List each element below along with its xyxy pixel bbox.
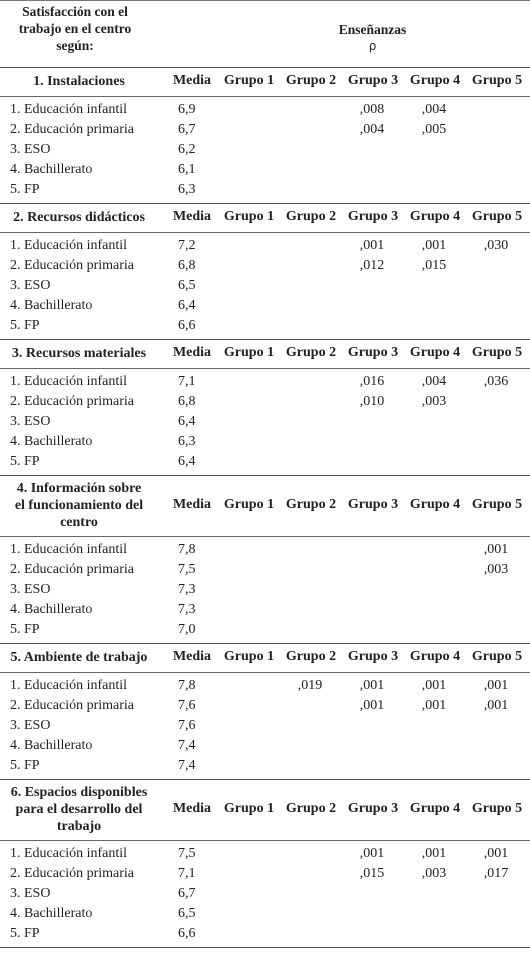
p-value-grupo-3: ,001 [359, 238, 385, 253]
section-header [0, 68, 530, 97]
column-header-grupo-3: Grupo 3 [347, 649, 399, 664]
mean-value: 6,5 [178, 906, 196, 921]
level-label: 3. ESO [10, 278, 51, 293]
column-header-grupo-3: Grupo 3 [347, 801, 399, 816]
mean-value: 6,2 [178, 142, 196, 157]
p-value-grupo-5: ,030 [483, 238, 509, 253]
column-header-grupo-1: Grupo 1 [223, 801, 275, 816]
p-value-grupo-4: ,015 [421, 258, 447, 273]
table-row [0, 904, 530, 924]
column-header-grupo-3: Grupo 3 [347, 209, 399, 224]
p-value-grupo-4: ,005 [421, 122, 447, 137]
p-value-grupo-3: ,008 [359, 102, 385, 117]
p-value-grupo-3: ,001 [359, 698, 385, 713]
column-header-grupo-5: Grupo 5 [471, 497, 523, 512]
level-label: 4. Bachillerato [10, 162, 93, 177]
p-value-grupo-3: ,016 [359, 374, 385, 389]
level-label: 2. Educación primaria [10, 394, 135, 409]
column-header-grupo-2: Grupo 2 [285, 345, 337, 360]
level-label: 1. Educación infantil [10, 678, 128, 693]
table-row [0, 924, 530, 944]
section-title-line: 4. Información sobre [16, 481, 142, 496]
level-label: 4. Bachillerato [10, 298, 93, 313]
table-row [0, 844, 530, 864]
level-label: 3. ESO [10, 142, 51, 157]
p-value-grupo-4: ,004 [421, 374, 447, 389]
table-header [0, 0, 530, 68]
section-title [0, 209, 158, 226]
level-label: 2. Educación primaria [10, 562, 135, 577]
level-label: 1. Educación infantil [10, 374, 128, 389]
table-section [0, 644, 530, 780]
p-value-grupo-3: ,001 [359, 678, 385, 693]
mean-value: 6,7 [178, 886, 196, 901]
p-value-grupo-5: ,001 [483, 698, 509, 713]
mean-value: 6,6 [178, 926, 196, 941]
p-value-grupo-3: ,015 [359, 866, 385, 881]
mean-value: 7,0 [178, 622, 196, 637]
mean-value: 6,9 [178, 102, 196, 117]
mean-value: 7,1 [178, 866, 196, 881]
p-value-grupo-5: ,003 [483, 562, 509, 577]
mean-value: 7,8 [178, 678, 196, 693]
section-title-line: 6. Espacios disponibles [10, 785, 148, 800]
p-value-grupo-5: ,001 [483, 678, 509, 693]
level-label: 2. Educación primaria [10, 866, 135, 881]
mean-value: 7,4 [178, 738, 196, 753]
column-header-grupo-1: Grupo 1 [223, 73, 275, 88]
section-title-line: 2. Recursos didácticos [13, 210, 145, 225]
section-title-line: 3. Recursos materiales [11, 346, 147, 361]
mean-value: 7,6 [178, 698, 196, 713]
p-value-grupo-5: ,036 [483, 374, 509, 389]
table-row [0, 756, 530, 776]
p-value-grupo-5: ,001 [483, 846, 509, 861]
level-label: 4. Bachillerato [10, 602, 93, 617]
column-header-grupo-1: Grupo 1 [223, 209, 275, 224]
table-row [0, 696, 530, 716]
teachings-label: Enseñanzas [338, 22, 407, 37]
column-header-grupo-4: Grupo 4 [409, 497, 461, 512]
column-header-grupo-4: Grupo 4 [409, 649, 461, 664]
column-header-grupo-4: Grupo 4 [409, 345, 461, 360]
mean-value: 6,4 [178, 298, 196, 313]
level-label: 1. Educación infantil [10, 542, 128, 557]
section-title [0, 649, 158, 666]
level-label: 4. Bachillerato [10, 738, 93, 753]
p-value-grupo-3: ,010 [359, 394, 385, 409]
level-label: 3. ESO [10, 886, 51, 901]
mean-value: 6,3 [178, 182, 196, 197]
column-header-grupo-3: Grupo 3 [347, 73, 399, 88]
table-row [0, 560, 530, 580]
mean-value: 6,6 [178, 318, 196, 333]
level-label: 2. Educación primaria [10, 258, 135, 273]
level-label: 3. ESO [10, 718, 51, 733]
table-section [0, 68, 530, 204]
level-label: 4. Bachillerato [10, 906, 93, 921]
column-header-grupo-5: Grupo 5 [471, 345, 523, 360]
table-row [0, 452, 530, 472]
mean-value: 6,8 [178, 394, 196, 409]
table-row [0, 580, 530, 600]
p-value-grupo-4: ,001 [421, 678, 447, 693]
mean-value: 6,8 [178, 258, 196, 273]
table-row [0, 180, 530, 200]
p-value-grupo-3: ,001 [359, 846, 385, 861]
table-row [0, 412, 530, 432]
table-body [0, 68, 530, 948]
table-row [0, 296, 530, 316]
level-label: 1. Educación infantil [10, 238, 128, 253]
table-row [0, 432, 530, 452]
mean-value: 7,2 [178, 238, 196, 253]
column-header-media: Media [172, 801, 212, 816]
p-value-grupo-3: ,012 [359, 258, 385, 273]
level-label: 1. Educación infantil [10, 102, 128, 117]
table-row [0, 600, 530, 620]
table-row [0, 316, 530, 336]
section-title-line: 1. Instalaciones [33, 74, 125, 89]
table-section [0, 204, 530, 340]
column-header-grupo-4: Grupo 4 [409, 73, 461, 88]
column-header-media: Media [172, 345, 212, 360]
p-value-grupo-4: ,001 [421, 698, 447, 713]
p-value-grupo-5: ,001 [483, 542, 509, 557]
column-header-media: Media [172, 209, 212, 224]
mean-value: 6,1 [178, 162, 196, 177]
p-value-grupo-3: ,004 [359, 122, 385, 137]
p-value-grupo-4: ,004 [421, 102, 447, 117]
column-header-grupo-2: Grupo 2 [285, 209, 337, 224]
column-header-grupo-4: Grupo 4 [409, 209, 461, 224]
p-value-grupo-5: ,017 [483, 866, 509, 881]
level-label: 4. Bachillerato [10, 434, 93, 449]
table-row [0, 716, 530, 736]
level-label: 5. FP [10, 758, 40, 773]
mean-value: 7,4 [178, 758, 196, 773]
mean-value: 7,3 [178, 582, 196, 597]
mean-value: 6,4 [178, 454, 196, 469]
mean-value: 6,5 [178, 278, 196, 293]
column-header-grupo-5: Grupo 5 [471, 649, 523, 664]
level-label: 3. ESO [10, 582, 51, 597]
section-header [0, 340, 530, 369]
mean-value: 7,5 [178, 562, 196, 577]
table-row [0, 884, 530, 904]
table-section [0, 340, 530, 476]
section-title [0, 345, 158, 362]
level-label: 5. FP [10, 318, 40, 333]
mean-value: 6,7 [178, 122, 196, 137]
mean-value: 7,1 [178, 374, 196, 389]
column-header-media: Media [172, 73, 212, 88]
column-header-grupo-1: Grupo 1 [223, 497, 275, 512]
column-header-media: Media [172, 649, 212, 664]
mean-value: 7,3 [178, 602, 196, 617]
table-row [0, 676, 530, 696]
column-header-grupo-2: Grupo 2 [285, 801, 337, 816]
section-title [0, 73, 158, 90]
mean-value: 7,6 [178, 718, 196, 733]
teachings-header [300, 21, 445, 55]
rho-symbol: ρ [368, 39, 377, 53]
column-header-grupo-1: Grupo 1 [223, 345, 275, 360]
mean-value: 7,8 [178, 542, 196, 557]
table-row [0, 236, 530, 256]
p-value-grupo-4: ,001 [421, 238, 447, 253]
table-row [0, 160, 530, 180]
section-title-line: el funcionamiento del [14, 498, 144, 513]
column-header-grupo-1: Grupo 1 [223, 649, 275, 664]
column-header-grupo-3: Grupo 3 [347, 345, 399, 360]
table-row [0, 540, 530, 560]
table-section [0, 476, 530, 644]
section-header [0, 644, 530, 673]
p-value-grupo-4: ,001 [421, 846, 447, 861]
p-value-grupo-4: ,003 [421, 394, 447, 409]
column-header-grupo-4: Grupo 4 [409, 801, 461, 816]
table-row [0, 256, 530, 276]
column-header-grupo-2: Grupo 2 [285, 649, 337, 664]
table-row [0, 276, 530, 296]
p-value-grupo-4: ,003 [421, 866, 447, 881]
table-row [0, 100, 530, 120]
level-label: 5. FP [10, 454, 40, 469]
section-title-line: centro [60, 515, 98, 530]
table-row [0, 372, 530, 392]
mean-value: 7,5 [178, 846, 196, 861]
level-label: 5. FP [10, 926, 40, 941]
section-header [0, 780, 530, 841]
section-title [0, 784, 158, 835]
level-label: 2. Educación primaria [10, 698, 135, 713]
section-header [0, 204, 530, 233]
satisfaction-header-line: trabajo en el centro [18, 21, 132, 36]
table-section [0, 780, 530, 948]
section-title [0, 480, 158, 531]
column-header-grupo-3: Grupo 3 [347, 497, 399, 512]
section-header [0, 476, 530, 537]
level-label: 5. FP [10, 622, 40, 637]
section-title-line: para el desarrollo del [15, 802, 143, 817]
level-label: 5. FP [10, 182, 40, 197]
table-row [0, 620, 530, 640]
mean-value: 6,3 [178, 434, 196, 449]
mean-value: 6,4 [178, 414, 196, 429]
satisfaction-header [0, 3, 150, 54]
level-label: 1. Educación infantil [10, 846, 128, 861]
column-header-grupo-5: Grupo 5 [471, 801, 523, 816]
satisfaction-header-line: Satisfacción con el [22, 4, 128, 19]
column-header-grupo-5: Grupo 5 [471, 73, 523, 88]
section-title-line: trabajo [56, 819, 102, 834]
p-value-grupo-2: ,019 [297, 678, 323, 693]
section-title-line: 5. Ambiente de trabajo [10, 650, 148, 665]
level-label: 2. Educación primaria [10, 122, 135, 137]
table-row [0, 864, 530, 884]
table-row [0, 140, 530, 160]
satisfaction-header-line: según: [56, 38, 94, 53]
level-label: 3. ESO [10, 414, 51, 429]
table-row [0, 736, 530, 756]
column-header-grupo-2: Grupo 2 [285, 73, 337, 88]
table-row [0, 120, 530, 140]
column-header-grupo-5: Grupo 5 [471, 209, 523, 224]
table-row [0, 392, 530, 412]
column-header-media: Media [172, 497, 212, 512]
column-header-grupo-2: Grupo 2 [285, 497, 337, 512]
